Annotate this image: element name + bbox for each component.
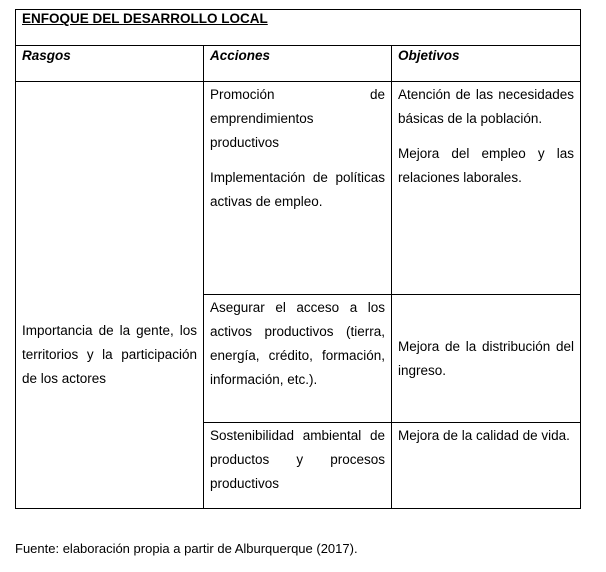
row1-accion-1: Promoción de emprendimientos productivos xyxy=(210,87,385,150)
header-objetivos: Objetivos xyxy=(398,48,460,63)
header-rasgos-cell xyxy=(16,46,204,82)
table-title: ENFOQUE DEL DESARROLLO LOCAL xyxy=(22,11,268,26)
row1-acciones-cell xyxy=(204,82,392,295)
row3-objetivos-cell xyxy=(392,423,581,509)
development-approach-table xyxy=(15,9,581,509)
row1-objetivo-1: Atención de las necesidades básicas de la población. xyxy=(398,87,575,126)
source-caption: Fuente: elaboración propia a partir de Alburquerque (2017). xyxy=(15,541,358,556)
rasgo-cell xyxy=(16,82,204,509)
row3-acciones-cell xyxy=(204,423,392,509)
rasgo-text: Importancia de la gente, los territorios y la participación de los actores xyxy=(22,323,197,386)
row1-objetivos-cell xyxy=(392,82,581,295)
header-rasgos: Rasgos xyxy=(22,48,71,63)
row2-objetivos-cell xyxy=(392,295,581,423)
table-title-cell xyxy=(16,10,581,46)
header-objetivos-cell xyxy=(392,46,581,82)
row1-objetivo-2: Mejora del empleo y las relaciones laborales. xyxy=(398,146,575,185)
row3-accion-1: Sostenibilidad ambiental de productos y procesos productivos xyxy=(210,428,385,491)
header-acciones: Acciones xyxy=(210,48,271,63)
row2-accion-1: Asegurar el acceso a los activos productivos (tierra, energía, crédito, formación, información, etc.). xyxy=(210,300,385,387)
row2-objetivo-1: Mejora de la distribución del ingreso. xyxy=(398,339,575,378)
row2-acciones-cell xyxy=(204,295,392,423)
header-acciones-cell xyxy=(204,46,392,82)
row3-objetivo-1: Mejora de la calidad de vida. xyxy=(398,428,570,443)
row1-accion-2: Implementación de políticas activas de empleo. xyxy=(210,170,385,209)
